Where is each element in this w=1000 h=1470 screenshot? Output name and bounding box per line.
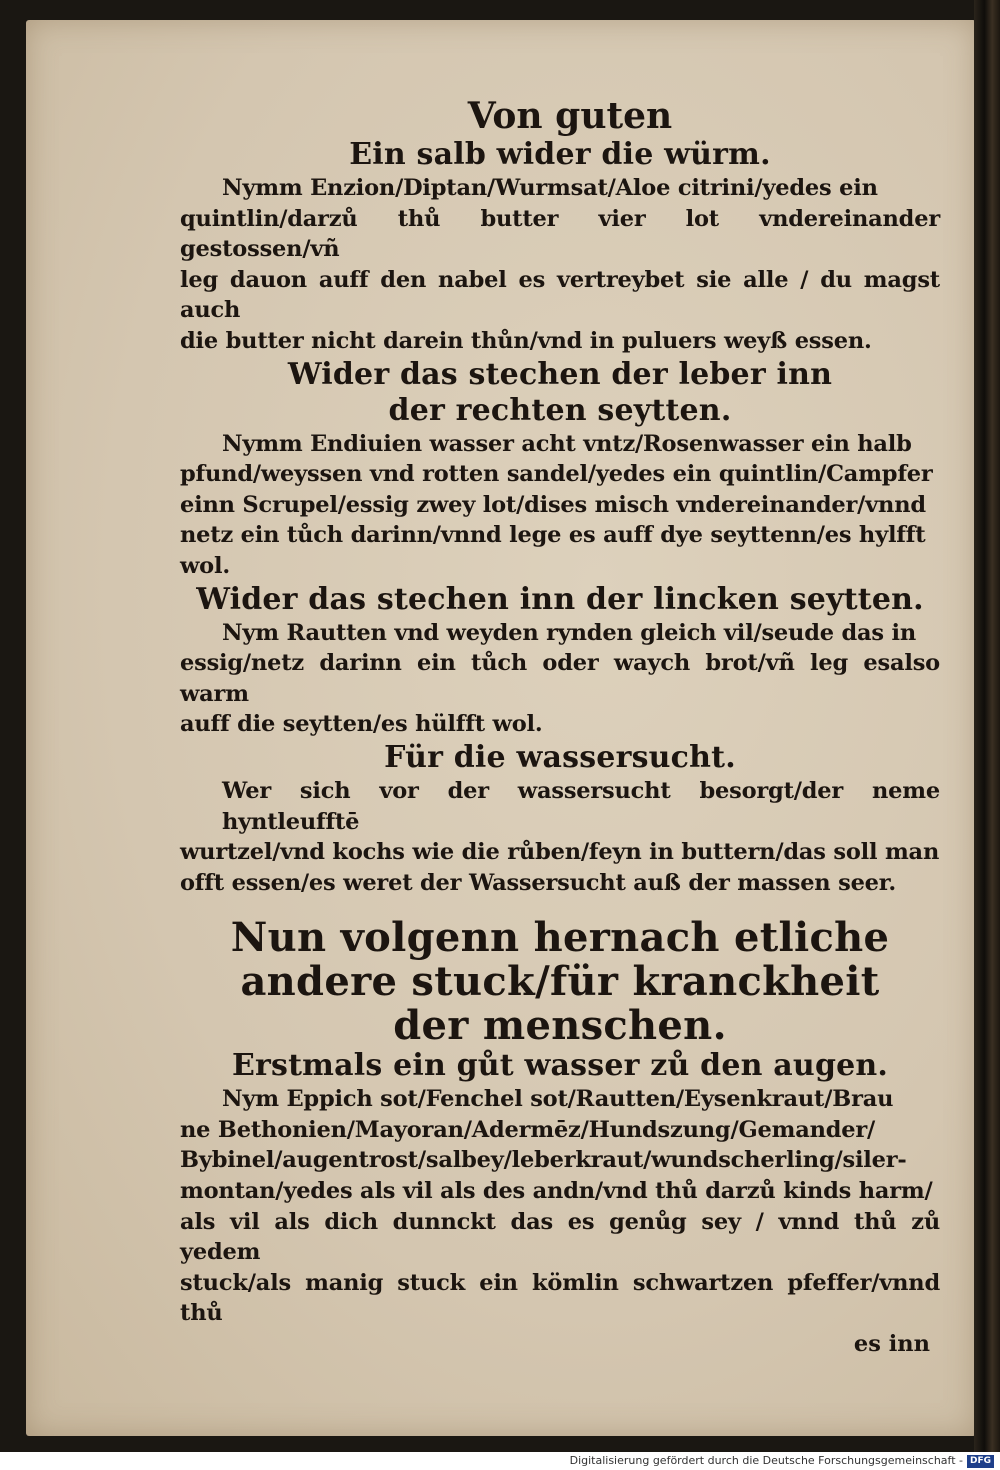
text-line: Nym Rautten vnd weyden rynden gleich vil/seude das in — [222, 619, 917, 646]
text-line: offt essen/es weret der Wassersucht auß der massen seer. — [180, 869, 897, 896]
section-heading: Wider das stechen der leber inn der rechten seytten. — [287, 356, 833, 428]
section-body — [180, 429, 940, 582]
dfg-logo: DFG — [967, 1455, 994, 1468]
catchword: es inn — [853, 1331, 930, 1358]
text-line: pfund/weyssen vnd rotten sandel/yedes ein quintlin/Campfer — [180, 461, 933, 488]
text-line: stuck/als manig stuck ein kömlin schwartzen pfeffer/vnnd thů — [180, 1269, 940, 1327]
text-line: essig/netz darinn ein tůch oder waych brot/vñ leg esalso warm — [180, 650, 940, 707]
text-line: leg dauon auff den nabel es vertreybet sie alle / du magst auch — [180, 266, 940, 324]
section-body — [180, 618, 940, 740]
text-line: ne Bethonien/Mayoran/Adermēz/Hundszung/Gemander/ — [180, 1116, 876, 1143]
text-line: auff die seytten/es hülfft wol. — [180, 711, 543, 738]
section-body — [180, 173, 940, 357]
text-line: die butter nicht darein thůn/vnd in puluers weyß essen. — [180, 327, 872, 354]
text-line: Nymm Enzion/Diptan/Wurmsat/Aloe citrini/yedes ein — [222, 175, 878, 201]
section-heading: Für die wassersucht. — [384, 739, 736, 775]
text-line: wol. — [180, 552, 230, 579]
text-line: Nymm Endiuien wasser acht vntz/Rosenwasser ein halb — [222, 430, 912, 457]
text-line: wurtzel/vnd kochs wie die růben/feyn in buttern/das soll man — [180, 839, 940, 866]
major-heading: Nun volgenn hernach etliche andere stuck/für kranckheit der menschen. — [230, 914, 890, 1050]
text-line: montan/yedes als vil als des andn/vnd thů darzů kinds harm/ — [180, 1178, 933, 1205]
text-line: Nym Eppich sot/Fenchel sot/Rautten/Eysenkraut/Brau — [222, 1086, 894, 1113]
section-heading: Ein salb wider die würm. — [349, 137, 771, 172]
text-line: als vil als dich dunnckt das es genůg sey / vnnd thů zů yedem — [180, 1208, 940, 1266]
footer-text: Digitalisierung gefördert durch die Deutsche Forschungsgemeinschaft - — [569, 1454, 963, 1467]
section-heading: Erstmals ein gůt wasser zů den augen. — [231, 1048, 889, 1084]
section-heading: Wider das stechen inn der lincken seytten. — [196, 581, 924, 617]
text-line: Wer sich vor der wassersucht besorgt/der neme hyntleufftē — [222, 777, 940, 835]
text-line: quintlin/darzů thů butter vier lot vndereinander gestossen/vñ — [180, 205, 940, 263]
book-gutter — [974, 0, 1000, 1452]
footer-bar — [0, 1452, 1000, 1470]
section-body — [180, 1084, 940, 1329]
running-title: Von guten — [467, 95, 673, 137]
page-text — [180, 95, 940, 1359]
text-line: einn Scrupel/essig zwey lot/dises misch vndereinander/vnnd — [180, 491, 926, 518]
text-line: Bybinel/augentrost/salbey/leberkraut/wundscherling/siler- — [180, 1147, 907, 1174]
section-body — [180, 776, 940, 898]
text-line: netz ein tůch darinn/vnnd lege es auff dye seyttenn/es hylfft — [180, 522, 926, 549]
